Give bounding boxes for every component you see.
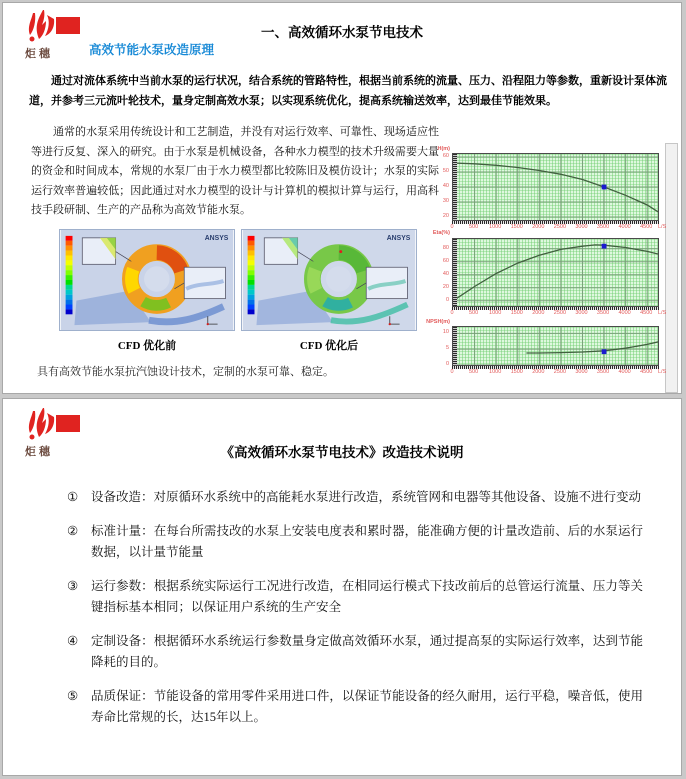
head-chart-y-labels: 20 30 40 50 60	[442, 153, 449, 219]
chart-panel-scrollbar[interactable]	[665, 143, 678, 393]
color-scale-legend	[66, 236, 73, 314]
page1-title: 一、高效循环水泵节电技术	[261, 25, 423, 40]
item-number: ⑤	[67, 689, 79, 703]
list-item-5	[67, 686, 643, 728]
page2-title: 《高效循环水泵节电技术》改造技术说明	[220, 445, 464, 460]
efficiency-flow-chart	[452, 238, 659, 307]
page1-note: 具有高效节能水泵抗汽蚀设计技术，定制的水泵可靠、稳定。	[37, 366, 334, 378]
npsh-curve-label: NPSH(m)	[426, 319, 450, 325]
item-text: 运行参数：根据系统实际运行工况进行改造，在相同运行模式下技改前后的总管运行流量、压力等关键指标基本相同；以保证用户系统的生产安全	[91, 579, 643, 614]
item-text: 品质保证：节能设备的常用零件采用进口件，以保证节能设备的经久耐用，运行平稳，噪音低，使用寿命比常规的长，达15年以上。	[91, 689, 643, 724]
document-page-1	[2, 2, 682, 394]
page1-subtitle: 高效节能水泵改造原理	[89, 43, 215, 57]
list-item-1	[67, 487, 643, 508]
list-item-2	[67, 521, 643, 563]
efficiency-chart-y-labels: 0 20 40 60 80	[442, 244, 449, 303]
page1-paragraph-2: 通常的水泵采用传统设计和工艺制造，并没有对运行效率、可靠性、现场适应性等进行反复、深入的研究。由于水泵是机械设备，各种水力模型的技术升级需要大量的资金和时间成本，常规的水泵厂由于水力模型都比较陈旧及模仿设计；水泵的实际运行效率普遍较低；因此通过对水力模型的设计与计算机的模拟计算与运行，用高科技手段研制、生产的产品称为高效节能水泵。	[31, 126, 439, 216]
color-scale-legend	[248, 236, 255, 314]
cfd-after-caption: CFD 优化后	[299, 340, 359, 352]
ansys-brand-text: ANSYS	[386, 234, 411, 242]
item-number: ②	[67, 524, 79, 538]
head-flow-chart	[452, 153, 659, 221]
flame-logo-icon	[23, 407, 87, 443]
page1-paragraph-1: 通过对流体系统中当前水泵的运行状况，结合系统的管路特性，根据当前系统的流量、压力、沿程阻力等参数，重新设计泵体流道，并参考三元流叶轮技术，量身定制高效水泵；以实现系统优化，提高系统输送效率，达到最佳节能效果。	[29, 75, 667, 107]
npsh-chart-x-labels: 0 500 1000 1500 2000 2500 3000 3500 4000 4500 L/S	[450, 369, 667, 375]
list-item-4	[67, 631, 643, 673]
item-text: 设备改造：对原循环水系统中的高能耗水泵进行改造，系统管网和电器等其他设备、设施不进行变动	[91, 490, 642, 504]
item-text: 标准计量：在每台所需技改的水泵上安装电度表和累时器，能准确方便的计量改造前、后的水泵运行数据，以计量节能量	[91, 524, 643, 559]
item-number: ①	[67, 490, 79, 504]
y-axis-ticks	[453, 154, 457, 220]
npsh-chart-y-labels: 0 5 10	[442, 329, 449, 367]
ansys-brand-text: ANSYS	[204, 234, 229, 242]
y-axis-ticks	[453, 239, 457, 306]
head-curve-label: H(m)	[437, 146, 450, 152]
y-axis-ticks	[453, 327, 457, 365]
item-number: ④	[67, 634, 79, 648]
item-number: ③	[67, 579, 79, 593]
cfd-image-before	[59, 229, 235, 331]
document-page-2	[2, 398, 682, 776]
head-chart-x-labels: 0 500 1000 1500 2000 2500 3000 3500 4000 4500 L/S	[450, 224, 667, 230]
efficiency-chart-x-labels: 0 500 1000 1500 2000 2500 3000 3500 4000 4500 L/S	[450, 310, 667, 316]
spec-item-list	[67, 487, 643, 741]
cfd-image-after	[241, 229, 417, 331]
logo-text: 炬穗	[25, 446, 53, 458]
efficiency-curve-label: Eta(%)	[432, 230, 450, 236]
list-item-3	[67, 576, 643, 618]
npsh-flow-chart	[452, 326, 659, 366]
logo-text: 炬穗	[25, 48, 53, 60]
cfd-before-caption: CFD 优化前	[117, 340, 177, 352]
item-text: 定制设备：根据循环水系统运行参数量身定做高效循环水泵，通过提高泵的实际运行效率，达到节能降耗的目的。	[91, 634, 643, 669]
